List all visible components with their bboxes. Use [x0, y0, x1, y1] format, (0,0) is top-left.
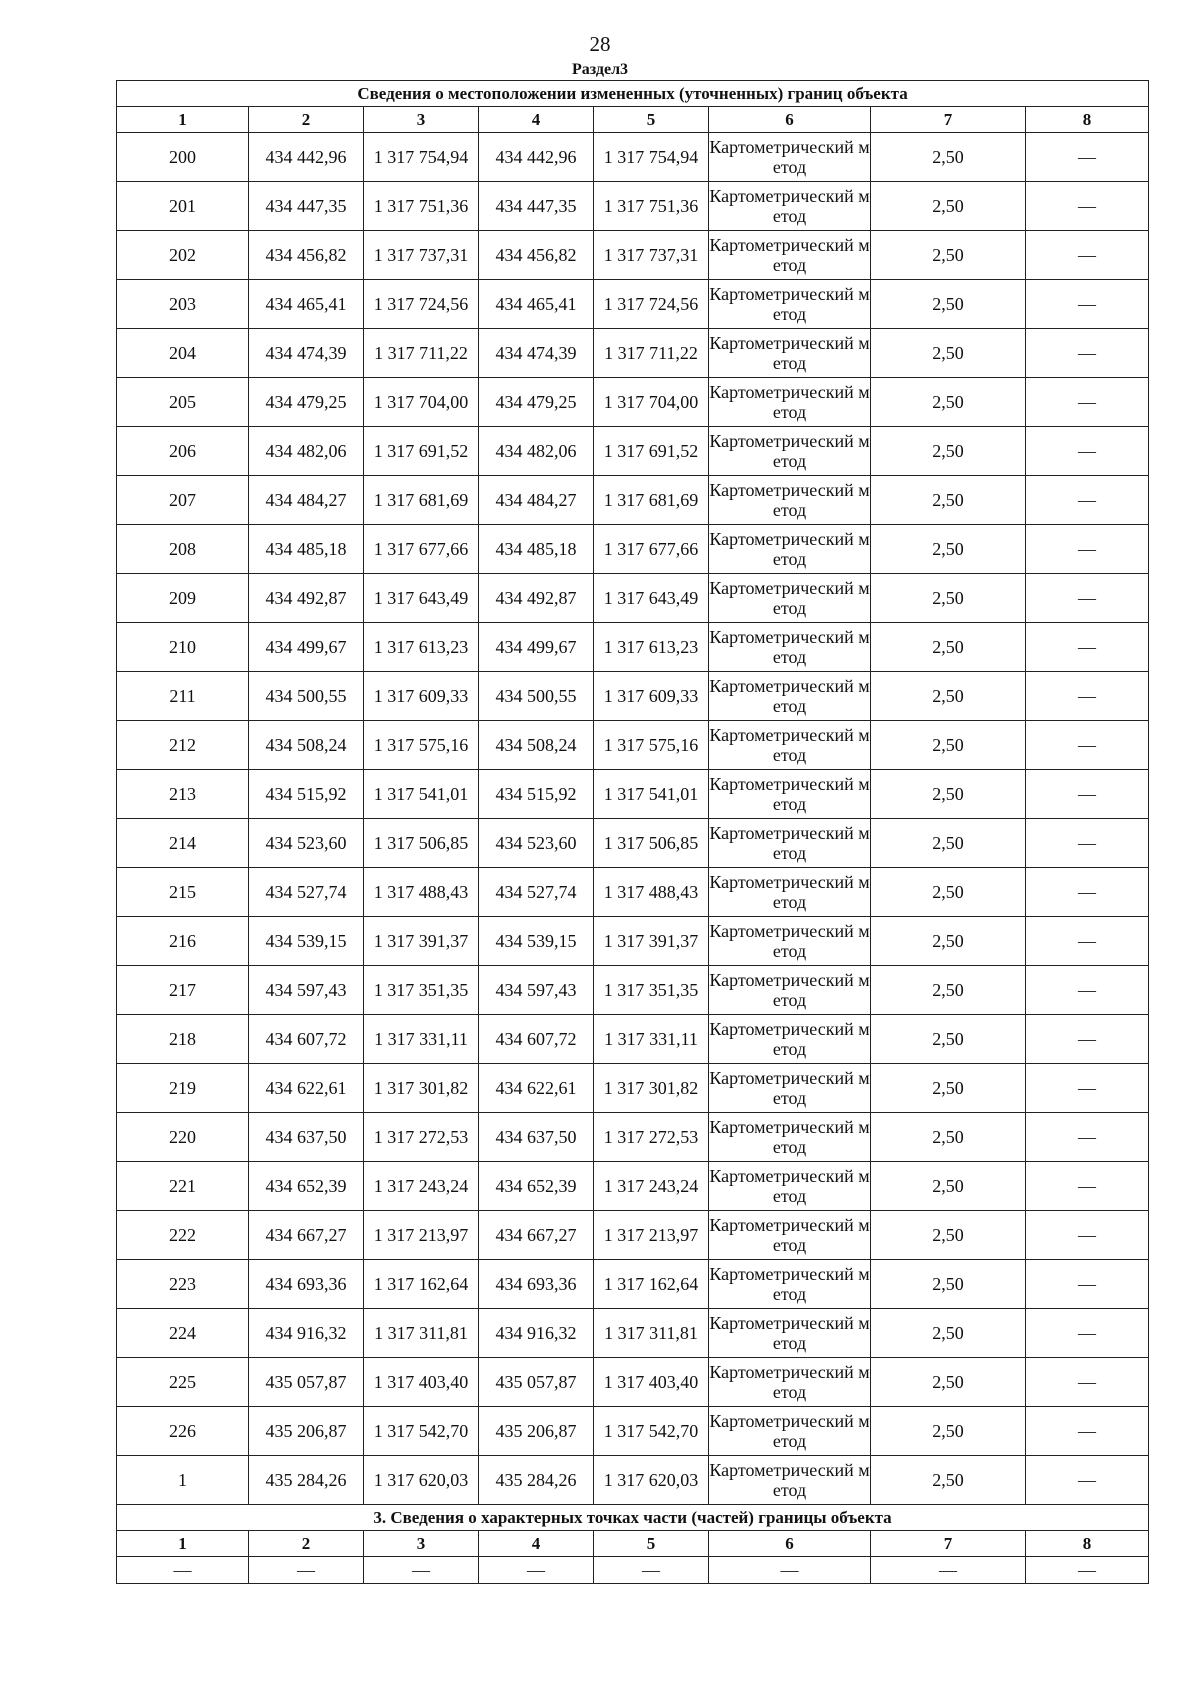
method-cell: Картометрический метод — [709, 329, 871, 378]
table-row — [117, 917, 1149, 966]
table-cell: 205 — [117, 378, 249, 427]
table-cell: 2,50 — [871, 378, 1026, 427]
table-cell: 212 — [117, 721, 249, 770]
table-cell: 1 317 351,35 — [594, 966, 709, 1015]
table-cell: 434 442,96 — [479, 133, 594, 182]
column-header: 7 — [871, 1531, 1026, 1557]
table-cell: — — [364, 1557, 479, 1584]
table-cell: 434 693,36 — [479, 1260, 594, 1309]
table-cell: 2,50 — [871, 476, 1026, 525]
method-cell: Картометрический метод — [709, 133, 871, 182]
column-header: 6 — [709, 107, 871, 133]
table-cell: 434 637,50 — [249, 1113, 364, 1162]
table-cell: — — [1026, 1260, 1149, 1309]
table-cell: 434 597,43 — [249, 966, 364, 1015]
table-row — [117, 1358, 1149, 1407]
table-cell: 2,50 — [871, 1211, 1026, 1260]
table-cell: 2,50 — [871, 1113, 1026, 1162]
table-cell: 1 317 754,94 — [364, 133, 479, 182]
table-cell: — — [479, 1557, 594, 1584]
table-cell: 1 317 311,81 — [594, 1309, 709, 1358]
table-cell: — — [117, 1557, 249, 1584]
table-cell: 1 317 213,97 — [364, 1211, 479, 1260]
table-row — [117, 819, 1149, 868]
table-cell: — — [1026, 1557, 1149, 1584]
column-header: 8 — [1026, 107, 1149, 133]
table-cell: 434 465,41 — [249, 280, 364, 329]
table-cell: 434 474,39 — [479, 329, 594, 378]
table-cell: 2,50 — [871, 819, 1026, 868]
table-cell: 207 — [117, 476, 249, 525]
table-row — [117, 623, 1149, 672]
table-cell: 435 206,87 — [249, 1407, 364, 1456]
table-cell: 1 317 691,52 — [594, 427, 709, 476]
table-cell: 434 499,67 — [249, 623, 364, 672]
table-cell: 434 667,27 — [249, 1211, 364, 1260]
table-cell: — — [1026, 868, 1149, 917]
table-cell: — — [1026, 476, 1149, 525]
table-cell: 1 317 711,22 — [594, 329, 709, 378]
table-cell: 1 317 724,56 — [364, 280, 479, 329]
table-cell: — — [709, 1557, 871, 1584]
table-row — [117, 1557, 1149, 1584]
table-cell: — — [1026, 1309, 1149, 1358]
table-cell: 434 916,32 — [249, 1309, 364, 1358]
table-cell: 434 652,39 — [249, 1162, 364, 1211]
table-cell: 2,50 — [871, 770, 1026, 819]
table-row — [117, 1162, 1149, 1211]
method-cell: Картометрический метод — [709, 966, 871, 1015]
table-cell: 434 508,24 — [479, 721, 594, 770]
table-cell: 434 492,87 — [249, 574, 364, 623]
table-cell: 1 317 751,36 — [364, 182, 479, 231]
table-cell: — — [1026, 917, 1149, 966]
table-cell: 435 284,26 — [479, 1456, 594, 1505]
table-cell: 204 — [117, 329, 249, 378]
table-cell: 1 317 575,16 — [364, 721, 479, 770]
table-cell: 1 317 541,01 — [594, 770, 709, 819]
table-cell: 1 317 301,82 — [364, 1064, 479, 1113]
table-cell: — — [1026, 427, 1149, 476]
table-cell: 201 — [117, 182, 249, 231]
table-cell: 1 317 391,37 — [364, 917, 479, 966]
table-cell: 1 317 737,31 — [594, 231, 709, 280]
method-cell: Картометрический метод — [709, 378, 871, 427]
table-cell: 203 — [117, 280, 249, 329]
method-cell: Картометрический метод — [709, 182, 871, 231]
table-cell: — — [1026, 280, 1149, 329]
table-cell: — — [249, 1557, 364, 1584]
table-cell: — — [1026, 966, 1149, 1015]
method-cell: Картометрический метод — [709, 1015, 871, 1064]
column-header: 8 — [1026, 1531, 1149, 1557]
table-cell: 2,50 — [871, 133, 1026, 182]
table-row — [117, 329, 1149, 378]
table-cell: 2,50 — [871, 231, 1026, 280]
table-cell: 1 317 488,43 — [364, 868, 479, 917]
table-cell: 1 317 691,52 — [364, 427, 479, 476]
table-row — [117, 672, 1149, 721]
table-cell: 434 484,27 — [479, 476, 594, 525]
table-cell: 434 479,25 — [249, 378, 364, 427]
table-cell: 434 456,82 — [249, 231, 364, 280]
table-cell: 434 465,41 — [479, 280, 594, 329]
table-cell: 434 499,67 — [479, 623, 594, 672]
table-cell: 2,50 — [871, 672, 1026, 721]
table-cell: 1 — [117, 1456, 249, 1505]
column-header: 2 — [249, 107, 364, 133]
table-cell: 1 317 704,00 — [594, 378, 709, 427]
table-cell: 224 — [117, 1309, 249, 1358]
table-row — [117, 1113, 1149, 1162]
section-title: Раздел3 — [571, 61, 629, 78]
table-caption-parts: 3. Сведения о характерных точках части (частей) границы объекта — [117, 1505, 1149, 1531]
table-cell: 434 523,60 — [249, 819, 364, 868]
table-row — [117, 966, 1149, 1015]
method-cell: Картометрический метод — [709, 1260, 871, 1309]
method-cell: Картометрический метод — [709, 1407, 871, 1456]
table-cell: 1 317 506,85 — [364, 819, 479, 868]
method-cell: Картометрический метод — [709, 1211, 871, 1260]
table-cell: 1 317 737,31 — [364, 231, 479, 280]
table-row — [117, 525, 1149, 574]
table-cell: 200 — [117, 133, 249, 182]
table-caption-row — [117, 81, 1149, 107]
table-cell: 1 317 488,43 — [594, 868, 709, 917]
method-cell: Картометрический метод — [709, 917, 871, 966]
table-cell: 209 — [117, 574, 249, 623]
table-cell: 213 — [117, 770, 249, 819]
table-cell: 434 622,61 — [249, 1064, 364, 1113]
table-cell: 1 317 162,64 — [594, 1260, 709, 1309]
table-cell: 1 317 542,70 — [594, 1407, 709, 1456]
table-cell: 2,50 — [871, 280, 1026, 329]
table-cell: — — [1026, 770, 1149, 819]
table-cell: 208 — [117, 525, 249, 574]
table-cell: 2,50 — [871, 329, 1026, 378]
table-cell: 2,50 — [871, 721, 1026, 770]
table-row — [117, 427, 1149, 476]
table-cell: 434 474,39 — [249, 329, 364, 378]
table-cell: 434 693,36 — [249, 1260, 364, 1309]
table-row — [117, 1456, 1149, 1505]
table-cell: 216 — [117, 917, 249, 966]
table-row — [117, 721, 1149, 770]
table-cell: 2,50 — [871, 1456, 1026, 1505]
table-row — [117, 1309, 1149, 1358]
table-row — [117, 1015, 1149, 1064]
table-cell: 435 206,87 — [479, 1407, 594, 1456]
table-cell: 434 485,18 — [479, 525, 594, 574]
table-cell: 2,50 — [871, 1260, 1026, 1309]
table-cell: 1 317 213,97 — [594, 1211, 709, 1260]
table-cell: 1 317 754,94 — [594, 133, 709, 182]
table-cell: 1 317 681,69 — [594, 476, 709, 525]
table-cell: — — [1026, 672, 1149, 721]
table-cell: — — [594, 1557, 709, 1584]
table-cell: — — [1026, 231, 1149, 280]
table-cell: 1 317 620,03 — [594, 1456, 709, 1505]
table-cell: 2,50 — [871, 1407, 1026, 1456]
table-cell: 1 317 272,53 — [364, 1113, 479, 1162]
table-cell: 434 515,92 — [479, 770, 594, 819]
column-header-row — [117, 1531, 1149, 1557]
boundary-table — [116, 80, 1149, 1584]
table-cell: 434 515,92 — [249, 770, 364, 819]
table-cell: 1 317 272,53 — [594, 1113, 709, 1162]
table-cell: 434 484,27 — [249, 476, 364, 525]
table-cell: — — [1026, 1211, 1149, 1260]
table-cell: 2,50 — [871, 1309, 1026, 1358]
method-cell: Картометрический метод — [709, 280, 871, 329]
table-cell: 2,50 — [871, 182, 1026, 231]
table-cell: 435 057,87 — [249, 1358, 364, 1407]
table-row — [117, 231, 1149, 280]
table-cell: 226 — [117, 1407, 249, 1456]
method-cell: Картометрический метод — [709, 672, 871, 721]
table-cell: 202 — [117, 231, 249, 280]
table-cell: — — [1026, 329, 1149, 378]
table-row — [117, 133, 1149, 182]
table-cell: 1 317 620,03 — [364, 1456, 479, 1505]
table-cell: 434 492,87 — [479, 574, 594, 623]
table-cell: 434 482,06 — [479, 427, 594, 476]
table-cell: 1 317 613,23 — [364, 623, 479, 672]
table-cell: 2,50 — [871, 623, 1026, 672]
table-cell: — — [1026, 182, 1149, 231]
table-row — [117, 1407, 1149, 1456]
table-cell: 215 — [117, 868, 249, 917]
table-cell: 1 317 506,85 — [594, 819, 709, 868]
table-cell: 434 539,15 — [479, 917, 594, 966]
table-cell: 2,50 — [871, 1358, 1026, 1407]
table-cell: 434 485,18 — [249, 525, 364, 574]
table-cell: 225 — [117, 1358, 249, 1407]
table-cell: 434 500,55 — [249, 672, 364, 721]
table-cell: — — [1026, 1064, 1149, 1113]
table-cell: 220 — [117, 1113, 249, 1162]
table-row — [117, 770, 1149, 819]
table-cell: 2,50 — [871, 966, 1026, 1015]
table-cell: 214 — [117, 819, 249, 868]
table-cell: 434 500,55 — [479, 672, 594, 721]
table-cell: 1 317 751,36 — [594, 182, 709, 231]
table-row — [117, 378, 1149, 427]
table-cell: — — [1026, 721, 1149, 770]
table-cell: 1 317 331,11 — [364, 1015, 479, 1064]
table-cell: 1 317 301,82 — [594, 1064, 709, 1113]
method-cell: Картометрический метод — [709, 1358, 871, 1407]
table-cell: 434 607,72 — [479, 1015, 594, 1064]
table-cell: 434 479,25 — [479, 378, 594, 427]
table-cell: 434 456,82 — [479, 231, 594, 280]
table-cell: — — [871, 1557, 1026, 1584]
table-cell: 2,50 — [871, 574, 1026, 623]
table-cell: — — [1026, 1015, 1149, 1064]
table-cell: 434 447,35 — [479, 182, 594, 231]
table-cell: 1 317 351,35 — [364, 966, 479, 1015]
method-cell: Картометрический метод — [709, 1113, 871, 1162]
boundary-table-body — [117, 81, 1149, 1584]
table-caption: Сведения о местоположении измененных (уточненных) границ объекта — [117, 81, 1149, 107]
column-header: 5 — [594, 1531, 709, 1557]
table-cell: — — [1026, 623, 1149, 672]
table-cell: 1 317 243,24 — [364, 1162, 479, 1211]
method-cell: Картометрический метод — [709, 1456, 871, 1505]
column-header: 1 — [117, 107, 249, 133]
table-cell: — — [1026, 1407, 1149, 1456]
method-cell: Картометрический метод — [709, 721, 871, 770]
table-cell: 2,50 — [871, 1064, 1026, 1113]
table-cell: 1 317 711,22 — [364, 329, 479, 378]
table-cell: — — [1026, 819, 1149, 868]
table-row — [117, 280, 1149, 329]
table-cell: 218 — [117, 1015, 249, 1064]
page-number: 28 — [589, 32, 611, 56]
table-cell: 2,50 — [871, 427, 1026, 476]
column-header: 3 — [364, 107, 479, 133]
table-cell: 1 317 243,24 — [594, 1162, 709, 1211]
table-cell: 1 317 403,40 — [364, 1358, 479, 1407]
table-cell: 434 597,43 — [479, 966, 594, 1015]
table-cell: 435 057,87 — [479, 1358, 594, 1407]
table-cell: 221 — [117, 1162, 249, 1211]
table-row — [117, 868, 1149, 917]
column-header: 2 — [249, 1531, 364, 1557]
table-cell: 1 317 575,16 — [594, 721, 709, 770]
table-row — [117, 1260, 1149, 1309]
table-cell: 2,50 — [871, 1015, 1026, 1064]
column-header: 7 — [871, 107, 1026, 133]
table-cell: 1 317 613,23 — [594, 623, 709, 672]
table-cell: 211 — [117, 672, 249, 721]
table-cell: 1 317 643,49 — [364, 574, 479, 623]
table-cell: 1 317 609,33 — [364, 672, 479, 721]
method-cell: Картометрический метод — [709, 770, 871, 819]
column-header: 3 — [364, 1531, 479, 1557]
column-header-row — [117, 107, 1149, 133]
table-cell: 1 317 541,01 — [364, 770, 479, 819]
table-cell: 2,50 — [871, 525, 1026, 574]
table-cell: 206 — [117, 427, 249, 476]
table-cell: 1 317 311,81 — [364, 1309, 479, 1358]
table-cell: 1 317 542,70 — [364, 1407, 479, 1456]
table-cell: — — [1026, 1456, 1149, 1505]
table-cell: 435 284,26 — [249, 1456, 364, 1505]
table-cell: — — [1026, 525, 1149, 574]
method-cell: Картометрический метод — [709, 1064, 871, 1113]
table-cell: 1 317 704,00 — [364, 378, 479, 427]
table-row — [117, 1064, 1149, 1113]
table-cell: — — [1026, 1162, 1149, 1211]
table-cell: 434 637,50 — [479, 1113, 594, 1162]
table-cell: 434 622,61 — [479, 1064, 594, 1113]
table-cell: 434 527,74 — [249, 868, 364, 917]
column-header: 4 — [479, 107, 594, 133]
table-caption-parts-row — [117, 1505, 1149, 1531]
table-cell: 1 317 677,66 — [364, 525, 479, 574]
table-cell: 1 317 609,33 — [594, 672, 709, 721]
method-cell: Картометрический метод — [709, 427, 871, 476]
table-cell: 434 916,32 — [479, 1309, 594, 1358]
table-cell: 434 539,15 — [249, 917, 364, 966]
column-header: 6 — [709, 1531, 871, 1557]
table-cell: 210 — [117, 623, 249, 672]
table-cell: 1 317 681,69 — [364, 476, 479, 525]
table-cell: 434 607,72 — [249, 1015, 364, 1064]
table-cell: 219 — [117, 1064, 249, 1113]
table-cell: — — [1026, 1358, 1149, 1407]
method-cell: Картометрический метод — [709, 623, 871, 672]
table-cell: 434 523,60 — [479, 819, 594, 868]
table-cell: 2,50 — [871, 1162, 1026, 1211]
table-row — [117, 574, 1149, 623]
table-cell: 1 317 677,66 — [594, 525, 709, 574]
method-cell: Картометрический метод — [709, 1162, 871, 1211]
table-cell: 1 317 724,56 — [594, 280, 709, 329]
table-cell: 434 482,06 — [249, 427, 364, 476]
method-cell: Картометрический метод — [709, 574, 871, 623]
method-cell: Картометрический метод — [709, 819, 871, 868]
column-header: 1 — [117, 1531, 249, 1557]
table-cell: 434 447,35 — [249, 182, 364, 231]
table-cell: 2,50 — [871, 868, 1026, 917]
table-cell: 223 — [117, 1260, 249, 1309]
table-cell: 434 508,24 — [249, 721, 364, 770]
table-cell: — — [1026, 574, 1149, 623]
method-cell: Картометрический метод — [709, 868, 871, 917]
table-cell: 217 — [117, 966, 249, 1015]
method-cell: Картометрический метод — [709, 476, 871, 525]
table-row — [117, 182, 1149, 231]
table-cell: 434 652,39 — [479, 1162, 594, 1211]
table-cell: — — [1026, 378, 1149, 427]
table-cell: 434 442,96 — [249, 133, 364, 182]
table-cell: — — [1026, 133, 1149, 182]
table-cell: 1 317 162,64 — [364, 1260, 479, 1309]
table-row — [117, 476, 1149, 525]
method-cell: Картометрический метод — [709, 1309, 871, 1358]
column-header: 5 — [594, 107, 709, 133]
table-cell: 434 667,27 — [479, 1211, 594, 1260]
table-cell: 1 317 391,37 — [594, 917, 709, 966]
table-cell: — — [1026, 1113, 1149, 1162]
table-cell: 1 317 403,40 — [594, 1358, 709, 1407]
table-cell: 2,50 — [871, 917, 1026, 966]
table-cell: 222 — [117, 1211, 249, 1260]
method-cell: Картометрический метод — [709, 525, 871, 574]
table-cell: 434 527,74 — [479, 868, 594, 917]
table-cell: 1 317 331,11 — [594, 1015, 709, 1064]
method-cell: Картометрический метод — [709, 231, 871, 280]
table-cell: 1 317 643,49 — [594, 574, 709, 623]
column-header: 4 — [479, 1531, 594, 1557]
table-row — [117, 1211, 1149, 1260]
